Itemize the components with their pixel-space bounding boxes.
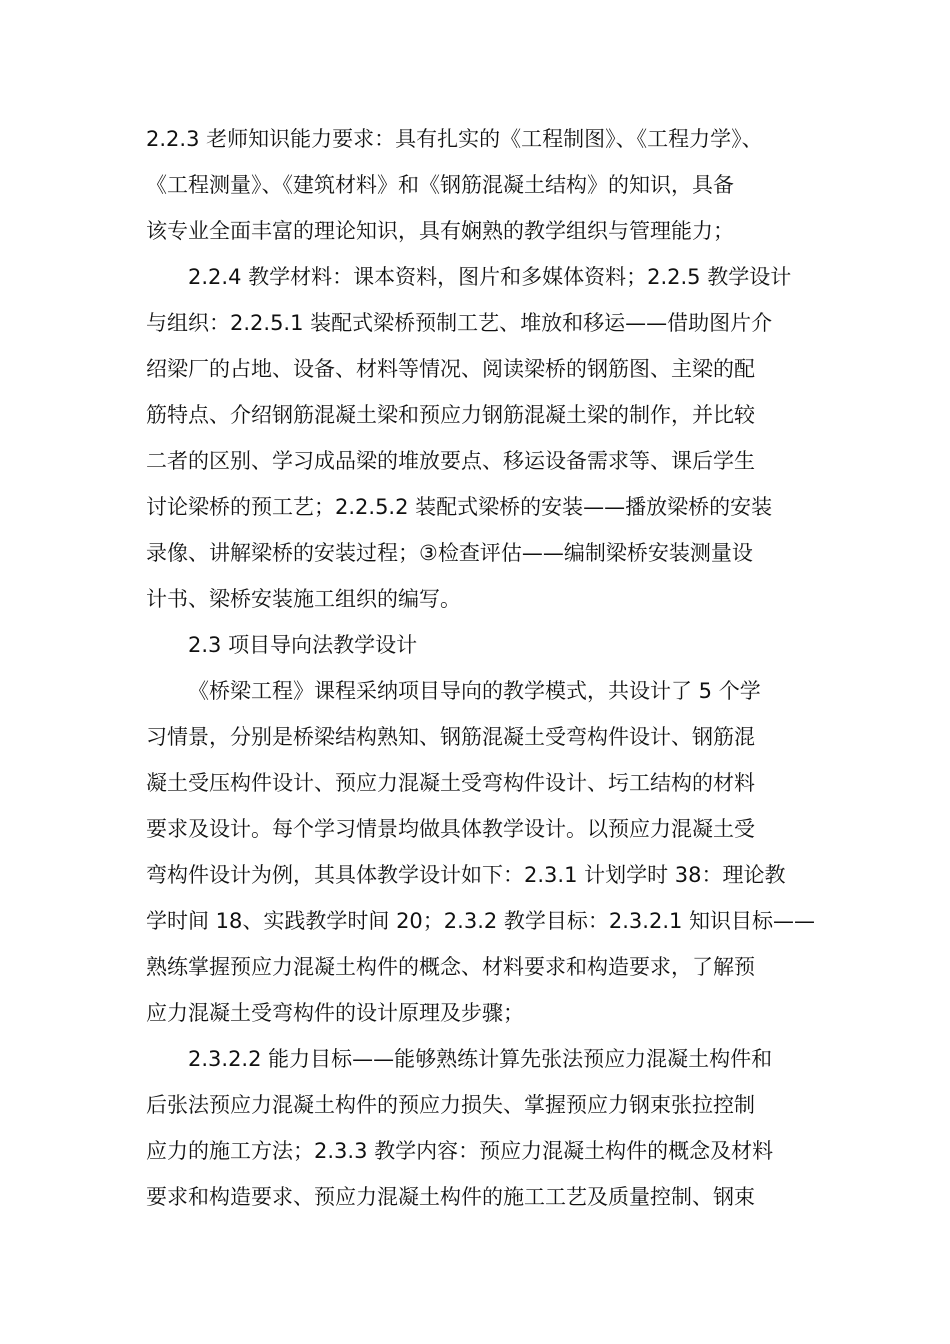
text-line: 该专业全面丰富的理论知识，具有娴熟的教学组织与管理能力； (146, 219, 734, 243)
text-line: 熟练掌握预应力混凝土构件的概念、材料要求和构造要求，了解预 (146, 955, 755, 979)
text-line: 2.2.3 老师知识能力要求：具有扎实的《工程制图》、《工程力学》、 (146, 127, 763, 151)
text-line: 要求及设计。每个学习情景均做具体教学设计。以预应力混凝土受 (146, 817, 755, 841)
text-line: 2.2.4 教学材料：课本资料，图片和多媒体资料；2.2.5 教学设计 (188, 265, 792, 289)
text-line: 凝土受压构件设计、预应力混凝土受弯构件设计、圬工结构的材料 (146, 771, 755, 795)
text-line: 习情景，分别是桥梁结构熟知、钢筋混凝土受弯构件设计、钢筋混 (146, 725, 755, 749)
text-line: 弯构件设计为例，其具体教学设计如下：2.3.1 计划学时 38：理论教 (146, 863, 786, 887)
text-line: 应力混凝土受弯构件的设计原理及步骤； (146, 1001, 524, 1025)
text-line: 绍梁厂的占地、设备、材料等情况、阅读梁桥的钢筋图、主梁的配 (146, 357, 755, 381)
text-line: 要求和构造要求、预应力混凝土构件的施工工艺及质量控制、钢束 (146, 1185, 755, 1209)
text-line: 后张法预应力混凝土构件的预应力损失、掌握预应力钢束张拉控制 (146, 1093, 755, 1117)
text-line: 《工程测量》、《建筑材料》和《钢筋混凝土结构》的知识，具备 (146, 173, 734, 197)
text-line: 讨论梁桥的预工艺；2.2.5.2 装配式梁桥的安装——播放梁桥的安装 (146, 495, 773, 519)
text-line: 学时间 18、实践教学时间 20；2.3.2 教学目标：2.3.2.1 知识目标—— (146, 909, 816, 933)
text-line: 《桥梁工程》课程采纳项目导向的教学模式，共设计了 5 个学 (188, 679, 761, 703)
section-heading: 2.3 项目导向法教学设计 (188, 633, 418, 657)
text-line: 筋特点、介绍钢筋混凝土梁和预应力钢筋混凝土梁的制作，并比较 (146, 403, 755, 427)
text-line: 计书、梁桥安装施工组织的编写。 (146, 587, 461, 611)
text-line: 与组织：2.2.5.1 装配式梁桥预制工艺、堆放和移运——借助图片介 (146, 311, 773, 335)
text-line: 应力的施工方法；2.3.3 教学内容：预应力混凝土构件的概念及材料 (146, 1139, 774, 1163)
text-line: 录像、讲解梁桥的安装过程；③检查评估——编制梁桥安装测量设 (146, 541, 753, 565)
text-line: 二者的区别、学习成品梁的堆放要点、移运设备需求等、课后学生 (146, 449, 755, 473)
text-line: 2.3.2.2 能力目标——能够熟练计算先张法预应力混凝土构件和 (188, 1047, 773, 1071)
body-text (146, 116, 816, 1220)
